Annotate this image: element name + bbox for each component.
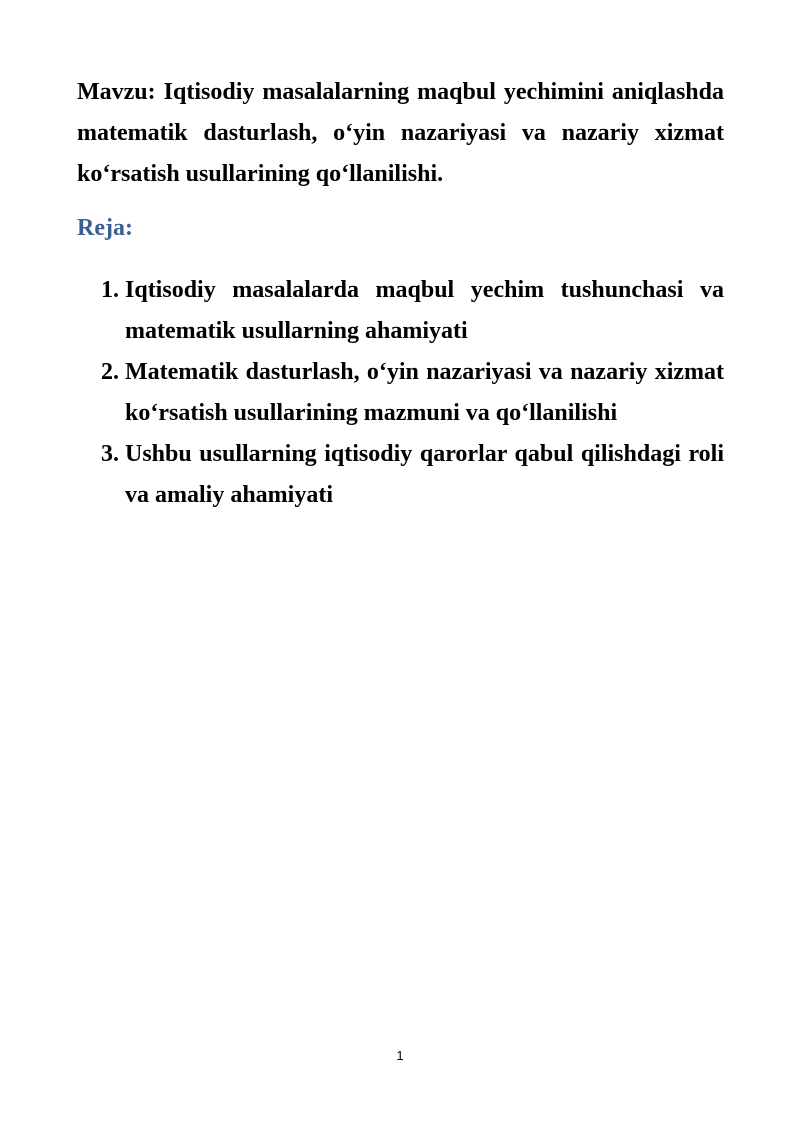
plan-item-number: 3. [101, 441, 119, 467]
plan-item-3 [77, 434, 724, 516]
plan-item-text: Iqtisodiy masalalarda maqbul yechim tushunchasi va matematik usullarning ahamiyati [125, 277, 724, 344]
plan-item-number: 2. [101, 359, 119, 385]
page-number: 1 [396, 1048, 404, 1063]
plan-item-2 [77, 352, 724, 434]
plan-item-text: Ushbu usullarning iqtisodiy qarorlar qabul qilishdagi roli va amaliy ahamiyati [125, 441, 724, 508]
plan-list [77, 270, 724, 516]
plan-item-1 [77, 270, 724, 352]
topic-paragraph: Mavzu: Iqtisodiy masalalarning maqbul yechimini aniqlashda matematik dasturlash, o‘yin nazariyasi va nazariy xizmat ko‘rsatish usullarining qo‘llanilishi. [77, 79, 724, 187]
plan-heading: Reja: [77, 215, 133, 241]
plan-item-number: 1. [101, 277, 119, 303]
plan-item-text: Matematik dasturlash, o‘yin nazariyasi va nazariy xizmat ko‘rsatish usullarining mazmuni va qo‘llanilishi [125, 359, 724, 426]
